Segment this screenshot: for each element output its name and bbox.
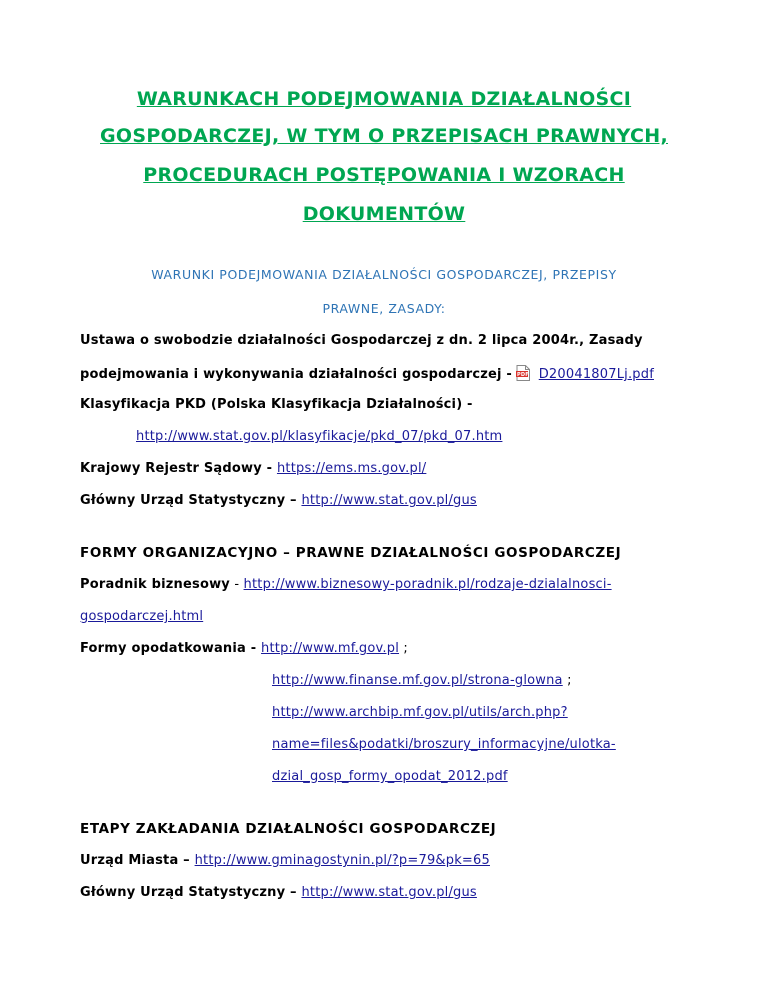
urzad-row — [80, 853, 490, 868]
document-title-line-4: DOKUMENTÓW — [302, 203, 466, 225]
ustawa-pdf-link[interactable]: D20041807Lj.pdf — [538, 367, 654, 382]
ustawa-row — [80, 365, 654, 382]
krs-label: Krajowy Rejestr Sądowy - — [80, 461, 277, 476]
formy-link-3-row-2 — [272, 737, 616, 752]
poradnik-label: Poradnik biznesowy — [80, 577, 230, 592]
semicolon-2: ; — [562, 673, 572, 688]
formy-link-archbip-line-2[interactable]: name=files&podatki/broszury_informacyjne/ulotka- — [272, 737, 616, 752]
urzad-link[interactable]: http://www.gminagostynin.pl/?p=79&pk=65 — [194, 853, 490, 868]
formy-link-2-row — [272, 673, 572, 688]
gus-link-1[interactable]: http://www.stat.gov.pl/gus — [301, 493, 477, 508]
subheading-line-2: PRAWNE, ZASADY: — [322, 301, 446, 316]
pkd-label: Klasyfikacja PKD (Polska Klasyfikacja Działalności) - — [80, 397, 473, 412]
poradnik-row — [80, 577, 612, 592]
formy-link-archbip-line-3[interactable]: dzial_gosp_formy_opodat_2012.pdf — [272, 769, 508, 784]
semicolon-1: ; — [399, 641, 408, 656]
formy-link-3-row-3 — [272, 769, 508, 784]
pkd-row — [136, 429, 502, 444]
formy-link-finanse[interactable]: http://www.finanse.mf.gov.pl/strona-glowna — [272, 673, 563, 688]
ustawa-text-line-1: Ustawa o swobodzie działalności Gospodarczej z dn. 2 lipca 2004r., Zasady — [80, 333, 643, 348]
formy-link-archbip-line-1[interactable]: http://www.archbip.mf.gov.pl/utils/arch.php? — [272, 705, 568, 720]
formy-label: Formy opodatkowania - — [80, 641, 262, 656]
document-title-line-1: WARUNKACH PODEJMOWANIA DZIAŁALNOŚCI — [136, 88, 632, 110]
svg-text:PDF: PDF — [517, 372, 530, 378]
gus-label-2: Główny Urząd Statystyczny – — [80, 885, 302, 900]
gus-row-2 — [80, 885, 477, 900]
poradnik-row-2 — [80, 609, 203, 624]
pkd-link[interactable]: http://www.stat.gov.pl/klasyfikacje/pkd_07/pkd_07.htm — [136, 429, 503, 444]
section-heading-forms: FORMY ORGANIZACYJNO – PRAWNE DZIAŁALNOŚCI GOSPODARCZEJ — [80, 545, 622, 561]
formy-link-3-row-1 — [272, 705, 568, 720]
ustawa-text-line-2: podejmowania i wykonywania działalności gospodarczej - — [80, 367, 513, 382]
formy-row — [80, 641, 408, 656]
gus-link-2[interactable]: http://www.stat.gov.pl/gus — [301, 885, 477, 900]
urzad-label: Urząd Miasta – — [80, 853, 195, 868]
poradnik-link-line-1[interactable]: http://www.biznesowy-poradnik.pl/rodzaje-dzialalnosci- — [243, 577, 612, 592]
subheading-line-1: WARUNKI PODEJMOWANIA DZIAŁALNOŚCI GOSPODARCZEJ, PRZEPISY — [151, 267, 617, 282]
section-heading-etapy: ETAPY ZAKŁADANIA DZIAŁALNOŚCI GOSPODARCZEJ — [80, 821, 497, 837]
poradnik-link-line-2[interactable]: gospodarczej.html — [80, 609, 204, 624]
pdf-file-icon — [516, 367, 538, 382]
formy-link-mf[interactable]: http://www.mf.gov.pl — [261, 641, 400, 656]
document-title-line-3: PROCEDURACH POSTĘPOWANIA I WZORACH — [143, 164, 625, 186]
krs-link[interactable]: https://ems.ms.gov.pl/ — [276, 461, 427, 476]
gus-label-1: Główny Urząd Statystyczny – — [80, 493, 302, 508]
document-title-line-2: GOSPODARCZEJ, W TYM O PRZEPISACH PRAWNYCH, — [100, 125, 668, 147]
poradnik-separator: - — [229, 577, 244, 592]
krs-row — [80, 461, 426, 476]
gus-row-1 — [80, 493, 477, 508]
